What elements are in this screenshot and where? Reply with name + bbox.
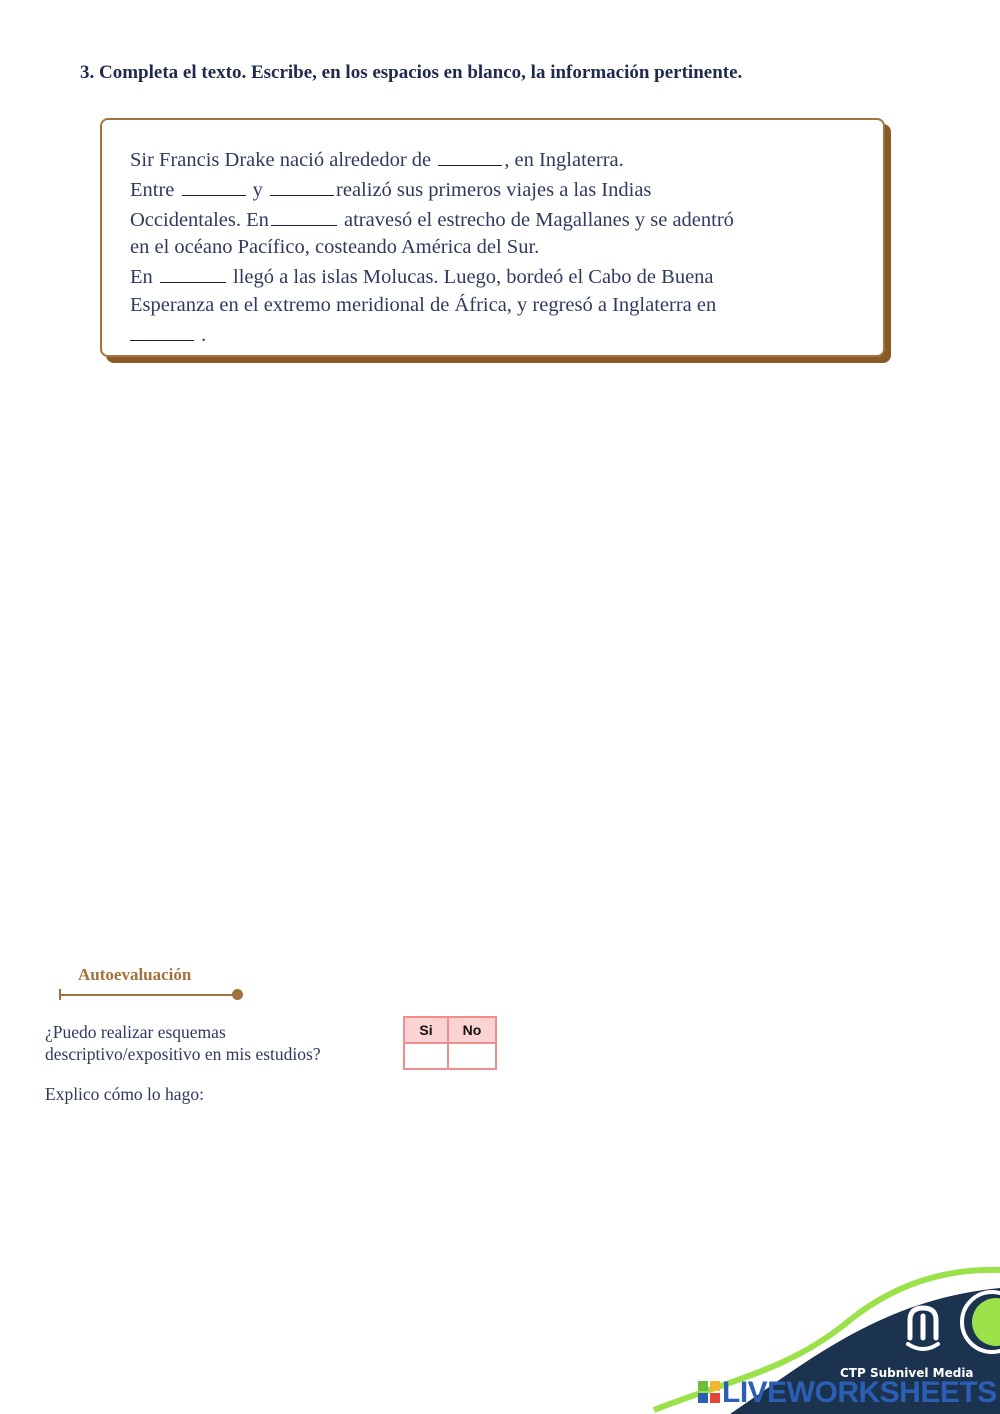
title-underline (60, 994, 238, 996)
fill-in-text-box (100, 118, 885, 357)
passage-line-2: Entre y realizó sus primeros viajes a las Indias (130, 175, 865, 205)
blank-birth-year[interactable] (438, 145, 502, 166)
title-underline-dot (232, 989, 243, 1000)
org-label: CTP Subnivel Media (840, 1366, 974, 1380)
liveworksheets-logo-icon (698, 1381, 720, 1403)
explain-prompt: Explico cómo lo hago: (45, 1084, 204, 1104)
blank-moluccas-year[interactable] (160, 262, 226, 283)
blank-voyages-start[interactable] (182, 175, 246, 196)
passage-line-4: en el océano Pacífico, costeando América del Sur. (130, 236, 540, 259)
passage-line-1: Sir Francis Drake nació alrededor de , en Inglaterra. (130, 145, 865, 175)
no-header: No (448, 1017, 496, 1043)
yes-answer-cell[interactable] (404, 1043, 448, 1069)
brand-watermark: LIVEWORKSHEETS (722, 1376, 997, 1409)
passage-line-5: En llegó a las islas Molucas. Luego, bordeó el Cabo de Buena (130, 262, 865, 292)
yes-no-table (403, 1016, 497, 1070)
no-answer-cell[interactable] (448, 1043, 496, 1069)
self-evaluation-title: Autoevaluación (78, 965, 192, 984)
passage-line-7: . (130, 320, 865, 350)
passage (130, 145, 865, 350)
self-evaluation-question: ¿Puedo realizar esquemas descriptivo/expositivo en mis estudios? (45, 1022, 321, 1064)
blank-voyages-end[interactable] (270, 175, 334, 196)
blank-magellan-year[interactable] (271, 205, 337, 226)
passage-line-6: Esperanza en el extremo meridional de África, y regresó a Inglaterra en (130, 293, 717, 316)
yes-header: Si (404, 1017, 448, 1043)
blank-return-year[interactable] (130, 320, 194, 341)
exercise-instruction: 3. Completa el texto. Escribe, en los espacios en blanco, la información pertinente. (80, 62, 743, 83)
passage-line-3: Occidentales. En atravesó el estrecho de Magallanes y se adentró (130, 205, 865, 235)
